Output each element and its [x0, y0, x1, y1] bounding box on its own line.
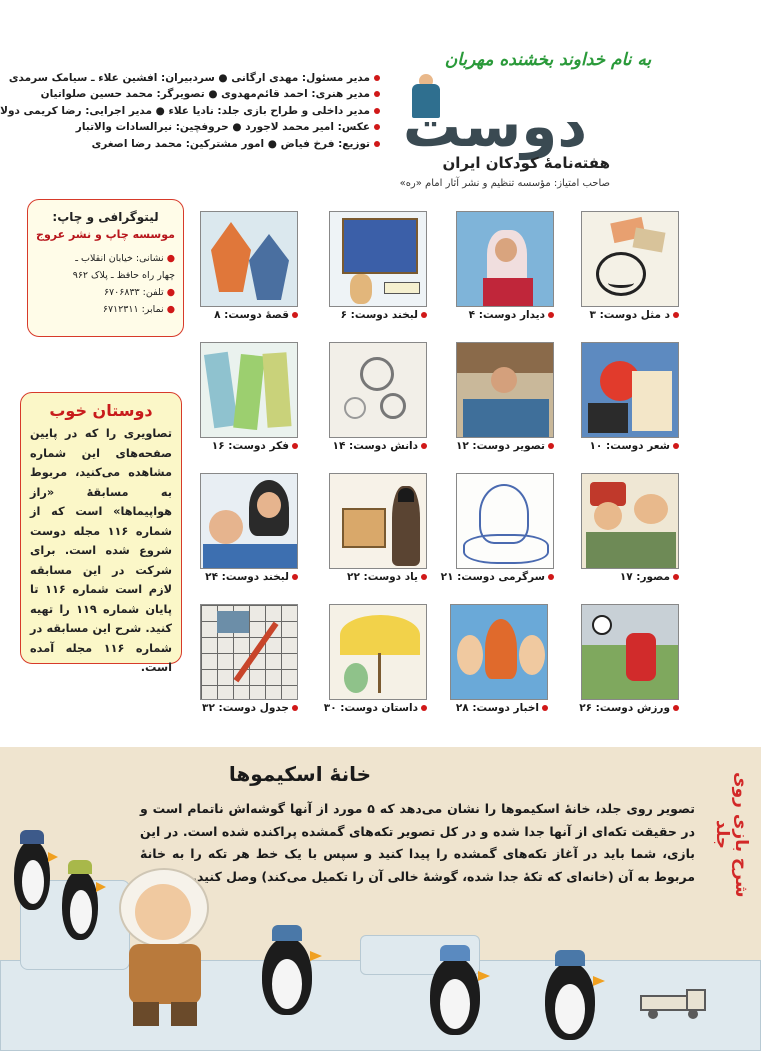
- penguin-icon: [262, 925, 318, 1015]
- bullet-icon: [292, 443, 298, 449]
- printing-title: لیتوگرافی و چاپ:: [52, 210, 159, 224]
- eskimo-icon: [115, 868, 215, 1028]
- contents-item[interactable]: دیدار دوست: ۴: [456, 211, 554, 325]
- contents-item[interactable]: سرگرمی دوست: ۲۱: [456, 473, 554, 587]
- address-line: چهار راه حافظ ـ پلاک ۹۶۲: [72, 270, 175, 281]
- bullet-icon: [673, 574, 679, 580]
- contest-notice-box: [20, 392, 182, 674]
- poem-illustration: [581, 342, 679, 438]
- contents-item[interactable]: لبخند دوست: ۲۴: [200, 473, 298, 587]
- address-line: ●نشانی: خیابان انقلاب ـ: [75, 253, 175, 264]
- penguin-icon: [430, 945, 486, 1035]
- magazine-logo: دوست: [402, 92, 588, 160]
- credit-row: توزیع: فرخ فیاض ● امور مشترکین: محمد رضا اصغری: [8, 136, 380, 152]
- bullet-icon: [673, 705, 679, 711]
- blackboard-cartoon: [329, 211, 427, 307]
- foxes-illustration: [200, 211, 298, 307]
- printing-info-box: [27, 199, 184, 337]
- shopkeeper-photo: [456, 342, 554, 438]
- contents-item[interactable]: تصویر دوست: ۱۲: [456, 342, 554, 456]
- credit-row: عکس: امیر محمد لاجورد ● حروفچین: نیرالسادات والاتبار: [8, 119, 380, 135]
- contents-item[interactable]: قصهٔ دوست: ۸: [200, 211, 298, 325]
- coloring-page-illustration: [456, 473, 554, 569]
- magazine-subtitle: هفته‌نامهٔ کودکان ایران: [442, 154, 610, 172]
- printing-company: موسسه چاپ و نشر عروج: [36, 228, 175, 241]
- cover-game-description: تصویر روی جلد، خانهٔ اسکیموها را نشان می‌دهد که ۵ مورد از آنها گوشه‌اش ناتمام است و در حقیقت تکه‌ای از آنها جدا شده و در کل تصویر تکه‌های گمشده پراکنده شده است. در این بازی، شما باید در آغاز تکه‌های گمشده را پیدا کنید و سپس با یک خط هر تکه را به خانهٔ مربوط به آن (خانه‌ای که تکهٔ جدا شده، گوشهٔ خالی آن را تکمیل می‌کند) وصل کنید.: [140, 801, 695, 884]
- contents-item[interactable]: مصور: ۱۷: [581, 473, 679, 587]
- bullet-icon: [374, 108, 380, 114]
- envelopes-face-illustration: [581, 211, 679, 307]
- contents-item[interactable]: یاد دوست: ۲۲: [329, 473, 427, 587]
- girl-photo: [456, 211, 554, 307]
- penguin-icon: [62, 860, 102, 940]
- contents-item[interactable]: لبخند دوست: ۶: [329, 211, 427, 325]
- bullet-icon: [374, 124, 380, 130]
- bullet-icon: [374, 91, 380, 97]
- contents-item[interactable]: شعر دوست: ۱۰: [581, 342, 679, 456]
- bullet-icon: [548, 312, 554, 318]
- contents-item[interactable]: اخبار دوست: ۲۸: [450, 604, 548, 718]
- family-illustration: [200, 473, 298, 569]
- bullet-icon: [421, 312, 427, 318]
- phone-line: ●تلفن: ۶۷۰۶۸۳۳: [103, 287, 175, 298]
- contents-item[interactable]: جدول دوست: ۳۲: [200, 604, 298, 718]
- crossword-pencil-photo: [200, 604, 298, 700]
- contents-item[interactable]: فکر دوست: ۱۶: [200, 342, 298, 456]
- contest-notice-body: تصاویری را که در پایین صفحه‌های این شماره مشاهده می‌کنید، مربوط به مسابقهٔ «راز هواپیماها» است که از شماره ۱۱۶ مجله دوست شروع شده است. برای شرکت در این مسابقه لازم است شماره ۱۱۶ تا پایان شماره ۱۱۹ را تهیه کنید. شرح این مسابقه در شماره ۱۱۶ مجله آمده است.: [30, 427, 173, 674]
- bullet-icon: [548, 443, 554, 449]
- bullet-icon: [292, 574, 298, 580]
- cover-game-title: خانهٔ اسکیموها: [228, 762, 372, 786]
- bullet-icon: [374, 141, 380, 147]
- fax-line: ●نمابر: ۶۷۱۲۳۱۱: [102, 304, 175, 315]
- credit-row: مدیر داخلی و طراح بازی جلد: نادیا علاء ● مدیر اجرایی: رضا کریمی دولا: [8, 103, 380, 119]
- penguin-icon: [14, 830, 54, 910]
- penguin-icon: [545, 950, 601, 1040]
- bismillah-heading: به نام خداوند بخشنده مهربان: [444, 50, 652, 70]
- bullet-icon: [292, 705, 298, 711]
- bullet-icon: [542, 705, 548, 711]
- contents-item[interactable]: ورزش دوست: ۲۶: [581, 604, 679, 718]
- publisher-line: صاحب امتیاز: مؤسسه تنظیم و نشر آثار امام «ره»: [399, 178, 610, 189]
- contest-notice-title: دوستان خوب: [49, 401, 153, 420]
- toy-truck-icon: [640, 985, 710, 1019]
- bullet-icon: [673, 443, 679, 449]
- cover-game-side-label: شرح بازی روی جلد: [712, 772, 751, 898]
- machine-sketch: [329, 342, 427, 438]
- bullet-icon: [673, 312, 679, 318]
- bullet-icon: [421, 705, 427, 711]
- staff-credits: [0, 70, 380, 152]
- comic-men-illustration: [581, 473, 679, 569]
- bullet-icon: [374, 75, 380, 81]
- contents-item[interactable]: داستان دوست: ۳۰: [329, 604, 427, 718]
- news-puppets-photo: [450, 604, 548, 700]
- credit-row: مدیر مسئول: مهدی ارگانی ● سردبیران: افشین علاء ـ سیامک سرمدی: [8, 70, 380, 86]
- umbrella-illustration: [329, 604, 427, 700]
- puzzle-pieces-illustration: [200, 342, 298, 438]
- credit-row: مدیر هنری: احمد قائم‌مهدوی ● تصویرگر: محمد حسین صلواتیان: [8, 86, 380, 102]
- football-photo: [581, 604, 679, 700]
- contents-item[interactable]: د مثل دوست: ۳: [581, 211, 679, 325]
- bullet-icon: [421, 443, 427, 449]
- cleric-and-tv-illustration: [329, 473, 427, 569]
- bullet-icon: [292, 312, 298, 318]
- bullet-icon: [548, 574, 554, 580]
- bullet-icon: [421, 574, 427, 580]
- contents-item[interactable]: دانش دوست: ۱۴: [329, 342, 427, 456]
